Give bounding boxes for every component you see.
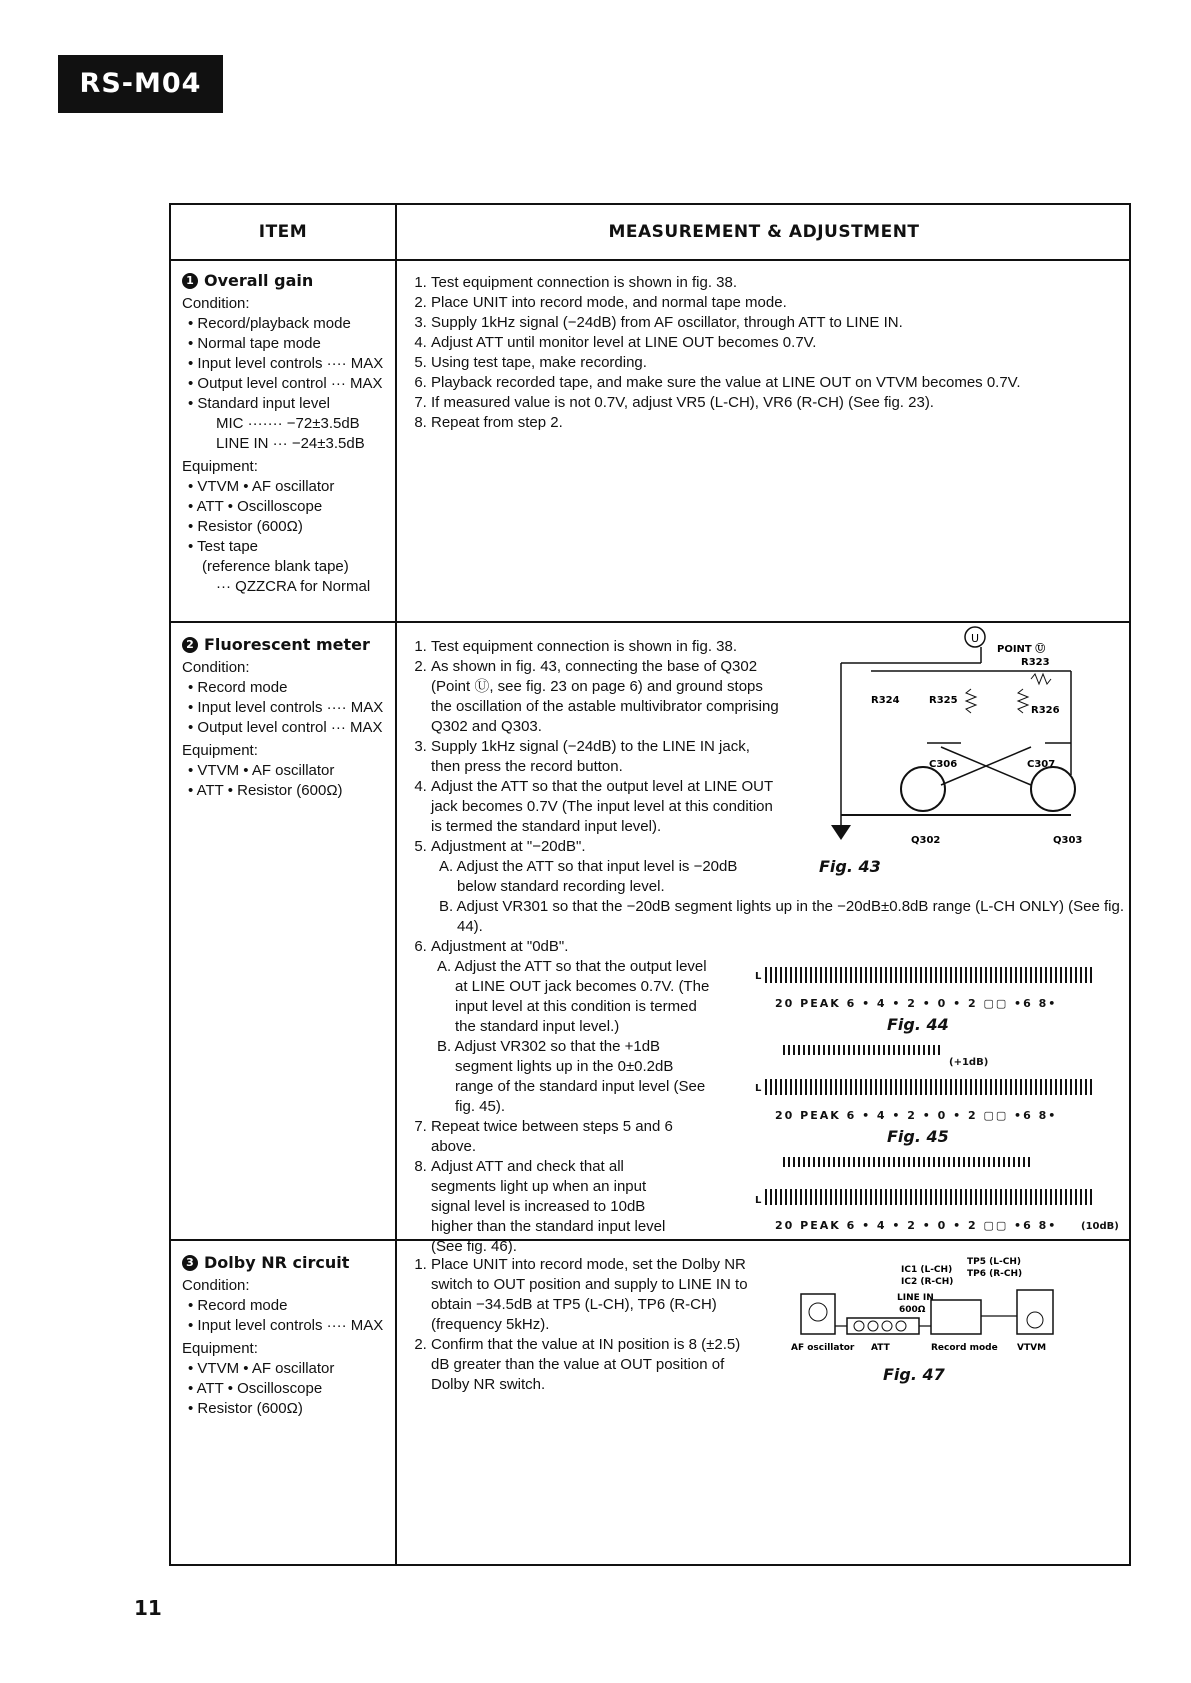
fig45-indicator-bars — [783, 1045, 943, 1055]
fig44-caption: Fig. 44 — [887, 1015, 949, 1034]
fig46-meter-bars — [765, 1189, 1095, 1205]
equipment-item: • ATT • Oscilloscope — [188, 498, 323, 515]
att-label: ATT — [871, 1343, 890, 1353]
row-fluorescent-meter-item — [182, 635, 392, 801]
equipment-item: • Test tape — [188, 538, 259, 555]
step: 2. As shown in fig. 43, connecting the base of Q302 (Point Ⓤ, see fig. 23 on page 6) and ground stops the oscillation of the astable multivibrator comprising Q302 and Q303. — [431, 657, 779, 737]
step: 7. If measured value is not 0.7V, adjust VR5 (L-CH), VR6 (R-CH) (See fig. 23). — [431, 393, 1109, 413]
step: 3. Supply 1kHz signal (−24dB) to the LINE IN jack, then press the record button. — [431, 737, 779, 777]
column-header-item: ITEM — [258, 222, 308, 242]
r323-resistor-icon — [1031, 674, 1051, 684]
fig46-scale: 20 PEAK 6 • 4 • 2 • 0 • 2 ▢▢ •6 8• — [775, 1219, 1058, 1232]
ic2-label: IC2 (R-CH) — [901, 1277, 954, 1287]
equipment-item: • ATT • Resistor (600Ω) — [188, 782, 343, 799]
substep-5a: A. Adjust the ATT so that input level is −20dB below standard recording level. — [439, 858, 738, 895]
meter-channel-label: L — [755, 971, 762, 982]
column-divider — [395, 205, 397, 1564]
att-knob-icon — [854, 1321, 864, 1331]
vtvm-label: VTVM — [1017, 1343, 1047, 1353]
fig47-caption: Fig. 47 — [883, 1365, 945, 1384]
condition-item: • Record/playback mode — [188, 315, 351, 332]
q302-label: Q302 — [911, 835, 941, 846]
step: 3. Supply 1kHz signal (−24dB) from AF oscillator, through ATT to LINE IN. — [431, 313, 1109, 333]
equipment-item: • Resistor (600Ω) — [188, 1400, 303, 1417]
att-box-icon — [847, 1318, 919, 1334]
equipment-item: • Resistor (600Ω) — [188, 518, 303, 535]
step: 2. Place UNIT into record mode, and normal tape mode. — [431, 293, 1109, 313]
resistor-600-label: 600Ω — [899, 1305, 926, 1315]
step: 5. Adjustment at "−20dB". — [431, 837, 779, 857]
page-number: 11 — [134, 1596, 162, 1620]
condition-label: Condition: — [182, 659, 250, 676]
fig47-connection-diagram — [791, 1250, 1081, 1360]
point-u-letter: U — [971, 632, 980, 645]
step: 4. Adjust ATT until monitor level at LINE OUT becomes 0.7V. — [431, 333, 1109, 353]
header-divider — [171, 259, 1129, 261]
fig44-meter-bars — [765, 967, 1095, 983]
substep-6a: A. Adjust the ATT so that the output level at LINE OUT jack becomes 0.7V. (The input level at this condition is termed the standard input level.) — [437, 958, 710, 1035]
row-overall-gain-steps — [409, 273, 1109, 433]
fig46-indicator-bars — [783, 1157, 1033, 1167]
step: 8. Adjust ATT and check that all segments light up when an input signal level is increased to 10dB higher than the standard input level (See fig. 46). — [431, 1157, 681, 1257]
ic1-label: IC1 (L-CH) — [901, 1265, 953, 1275]
meter-channel-label: L — [755, 1083, 762, 1094]
model-badge: RS-M04 — [58, 55, 223, 113]
q303-label: Q303 — [1053, 835, 1083, 846]
point-label: POINT Ⓤ — [997, 644, 1046, 655]
unit-box-icon — [931, 1300, 981, 1334]
step: 1. Test equipment connection is shown in fig. 38. — [431, 637, 779, 657]
condition-item: • Input level controls ···· MAX — [188, 1317, 384, 1334]
row-fluorescent-meter-steps-2 — [409, 937, 749, 1257]
r324-label: R324 — [871, 695, 900, 706]
tp6-label: TP6 (R-CH) — [967, 1269, 1023, 1279]
step: 2. Confirm that the value at IN position is 8 (±2.5) dB greater than the value at OUT position of Dolby NR switch. — [431, 1335, 759, 1395]
condition-item: LINE IN ··· −24±3.5dB — [216, 435, 365, 452]
step: 6. Adjustment at "0dB". — [431, 937, 749, 957]
oscillator-dial-icon — [809, 1303, 827, 1321]
ground-arrow-icon — [831, 825, 851, 840]
equipment-label: Equipment: — [182, 1340, 258, 1357]
step: 8. Repeat from step 2. — [431, 413, 1109, 433]
condition-item: • Normal tape mode — [188, 335, 321, 352]
step: 1. Test equipment connection is shown in fig. 38. — [431, 273, 1109, 293]
step: 7. Repeat twice between steps 5 and 6 above. — [431, 1117, 681, 1157]
r325-label: R325 — [929, 695, 958, 706]
tp5-label: TP5 (L-CH) — [967, 1257, 1021, 1267]
record-mode-label: Record mode — [931, 1343, 998, 1353]
equipment-item: ··· QZZCRA for Normal — [216, 578, 371, 595]
c307-label: C307 — [1027, 759, 1056, 770]
condition-label: Condition: — [182, 295, 250, 312]
equipment-item: • ATT • Oscilloscope — [188, 1380, 323, 1397]
measurement-table — [169, 203, 1131, 1566]
base-wire — [841, 647, 981, 825]
column-header-measurement: MEASUREMENT & ADJUSTMENT — [608, 222, 920, 242]
vtvm-dial-icon — [1027, 1312, 1043, 1328]
row-divider-1 — [171, 621, 1129, 623]
q302-transistor-icon — [901, 767, 945, 811]
fig45-scale: 20 PEAK 6 • 4 • 2 • 0 • 2 ▢▢ •6 8• — [775, 1109, 1058, 1122]
r326-resistor-icon — [1018, 689, 1028, 713]
row-overall-gain-item — [182, 271, 392, 597]
condition-item: • Record mode — [188, 1297, 288, 1314]
row-fluorescent-meter-steps — [409, 637, 779, 857]
fig44-scale: 20 PEAK 6 • 4 • 2 • 0 • 2 ▢▢ •6 8• — [775, 997, 1058, 1010]
condition-item: • Output level control ··· MAX — [188, 719, 383, 736]
substep-5b: B. Adjust VR301 so that the −20dB segment lights up in the −20dB±0.8dB range (L-CH ONLY) (See fig. 44). — [439, 898, 1125, 935]
condition-item: • Input level controls ···· MAX — [188, 699, 384, 716]
equipment-label: Equipment: — [182, 742, 258, 759]
equipment-label: Equipment: — [182, 458, 258, 475]
r325-resistor-icon — [966, 689, 976, 713]
condition-item: • Standard input level — [188, 395, 331, 412]
equipment-item: • VTVM • AF oscillator — [188, 762, 335, 779]
equipment-item: • VTVM • AF oscillator — [188, 478, 335, 495]
row-dolby-nr-steps — [409, 1255, 759, 1395]
q303-transistor-icon — [1031, 767, 1075, 811]
item-title: Fluorescent meter — [204, 635, 370, 654]
item-title: Overall gain — [204, 271, 314, 290]
step: 1. Place UNIT into record mode, set the Dolby NR switch to OUT position and supply to LINE IN to obtain −34.5dB at TP5 (L-CH), TP6 (R-CH) (frequency 5kHz). — [431, 1255, 759, 1335]
row-dolby-nr-item — [182, 1253, 392, 1419]
step: 4. Adjust the ATT so that the output level at LINE OUT jack becomes 0.7V (The input level at this condition is termed the standard input level). — [431, 777, 779, 837]
fig43-caption: Fig. 43 — [819, 857, 881, 876]
item-title: Dolby NR circuit — [204, 1253, 350, 1272]
att-knob-icon — [868, 1321, 878, 1331]
r323-label: R323 — [1021, 657, 1050, 668]
condition-item: • Output level control ··· MAX — [188, 375, 383, 392]
fig45-caption: Fig. 45 — [887, 1127, 949, 1146]
plus1db-label: (+1dB) — [949, 1057, 989, 1068]
bullet-two-icon: 2 — [182, 637, 198, 653]
condition-item: • Input level controls ···· MAX — [188, 355, 384, 372]
tendb-label: (10dB) — [1081, 1221, 1119, 1232]
att-knob-icon — [882, 1321, 892, 1331]
condition-item: • Record mode — [188, 679, 288, 696]
step: 5. Using test tape, make recording. — [431, 353, 1109, 373]
fig45-meter-bars — [765, 1079, 1095, 1095]
r326-label: R326 — [1031, 705, 1060, 716]
equipment-item: • VTVM • AF oscillator — [188, 1360, 335, 1377]
substep-6b: B. Adjust VR302 so that the +1dB segment lights up in the 0±0.2dB range of the standard input level (See fig. 45). — [437, 1038, 706, 1115]
c306-label: C306 — [929, 759, 958, 770]
step: 6. Playback recorded tape, and make sure the value at LINE OUT on VTVM becomes 0.7V. — [431, 373, 1109, 393]
bullet-three-icon: 3 — [182, 1255, 198, 1271]
bullet-one-icon: 1 — [182, 273, 198, 289]
att-knob-icon — [896, 1321, 906, 1331]
equipment-item: (reference blank tape) — [202, 558, 349, 575]
meter-channel-label: L — [755, 1195, 762, 1206]
line-in-label: LINE IN — [897, 1293, 934, 1303]
fig43-schematic — [831, 625, 1111, 855]
condition-item: MIC ······· −72±3.5dB — [216, 415, 360, 432]
condition-label: Condition: — [182, 1277, 250, 1294]
af-oscillator-label: AF oscillator — [791, 1343, 855, 1353]
af-oscillator-icon — [801, 1294, 835, 1334]
